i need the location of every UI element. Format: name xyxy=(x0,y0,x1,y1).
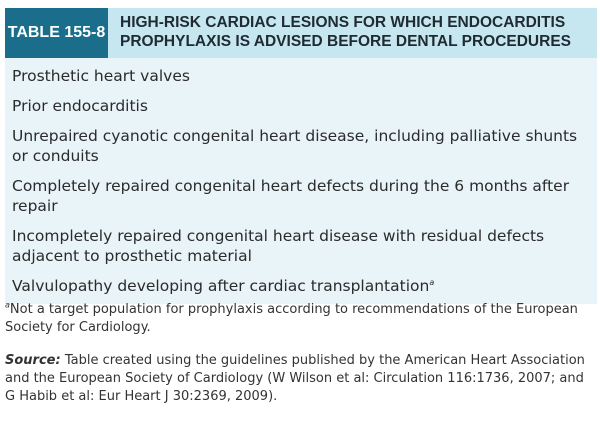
footnote-marker: a xyxy=(429,277,435,287)
table-row xyxy=(5,274,597,298)
source-text: Table created using the guidelines published by the American Heart Association and the European Society of Cardiology (W Wilson et al: Circulation 116:1736, 2007; and G Habib et al: Eur Heart J 30:2369, 2009). xyxy=(5,353,585,404)
footnote-text: Not a target population for prophylaxis according to recommendations of the European Society for Cardiology. xyxy=(5,302,578,335)
table-row xyxy=(5,124,597,168)
table-header xyxy=(5,8,597,58)
row-text: Completely repaired congenital heart defects during the 6 months after repair xyxy=(12,177,570,215)
table-title-line-2: PROPHYLAXIS IS ADVISED BEFORE DENTAL PROCEDURES xyxy=(120,33,571,50)
table-footnote xyxy=(5,301,593,337)
table-title-line-1: HIGH-RISK CARDIAC LESIONS FOR WHICH ENDOCARDITIS xyxy=(120,14,566,31)
table xyxy=(5,8,597,304)
footnote-marker: a xyxy=(5,300,10,310)
row-text: Prosthetic heart valves xyxy=(12,67,190,85)
row-text: Unrepaired cyanotic congenital heart disease, including palliative shunts or conduits xyxy=(12,127,578,165)
table-row xyxy=(5,174,597,218)
source-label: Source: xyxy=(5,353,61,368)
row-text: Valvulopathy developing after cardiac transplantation xyxy=(12,277,430,295)
row-text: Incompletely repaired congenital heart disease with residual defects adjacent to prosthetic material xyxy=(12,227,545,265)
table-source xyxy=(5,352,593,406)
table-number-label: TABLE 155-8 xyxy=(5,8,108,58)
table-row xyxy=(5,64,597,88)
table-row xyxy=(5,224,597,268)
table-row xyxy=(5,94,597,118)
table-body xyxy=(5,58,597,304)
table-title xyxy=(108,8,597,58)
row-text: Prior endocarditis xyxy=(12,97,148,115)
